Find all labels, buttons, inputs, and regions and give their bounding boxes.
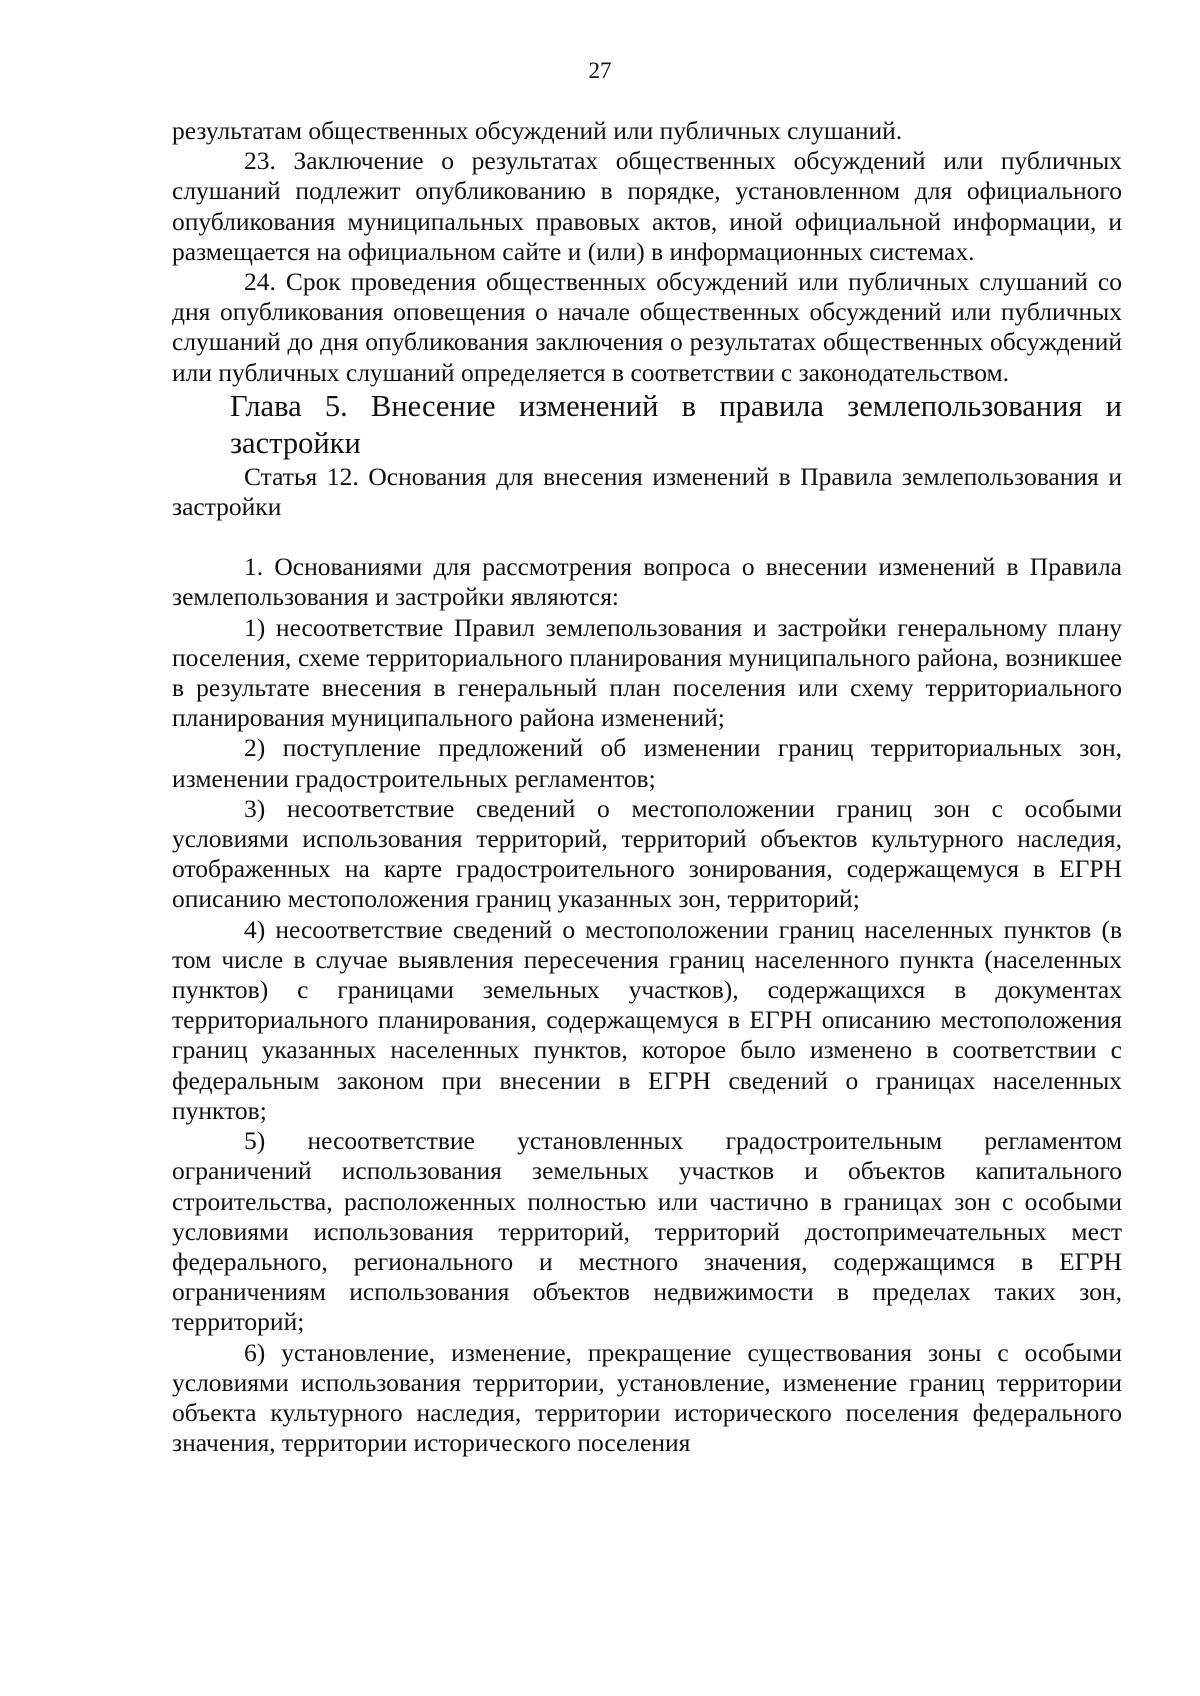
list-item-1: 1) несоответствие Правил землепользования и застройки генеральному плану поселения, схеме территориального планирования муниципального района, возникшее в результате внесения в генеральный план поселения или схему территориального планирования муниципального района изменений;	[172, 612, 1122, 733]
list-item-5: 5) несоответствие установленных градостроительным регламентом ограничений использования земельных участков и объектов капитального строительства, расположенных полностью или частично в границах зон с особыми условиями использования территорий, территорий достопримечательных мест федерального, регионального и местного значения, содержащимся в ЕГРН ограничениям использования объектов недвижимости в пределах таких зон, территорий;	[172, 1126, 1122, 1337]
list-item-3: 3) несоответствие сведений о местоположении границ зон с особыми условиями использования территорий, территорий объектов культурного наследия, отображенных на карте градостроительного зонирования, содержащемуся в ЕГРН описанию местоположения границ указанных зон, территорий;	[172, 793, 1122, 914]
paragraph-24: 24. Срок проведения общественных обсуждений или публичных слушаний со дня опубликования оповещения о начале общественных обсуждений или публичных слушаний до дня опубликования заключения о результатах общественных обсуждений или публичных слушаний определяется в соответствии с законодательством.	[172, 267, 1122, 387]
document-body	[172, 116, 1122, 1458]
list-item-6: 6) установление, изменение, прекращение существования зоны с особыми условиями использования территории, установление, изменение границ территории объекта культурного наследия, территории исторического поселения федерального значения, территории исторического поселения	[172, 1337, 1122, 1458]
list-item-4: 4) несоответствие сведений о местоположении границ населенных пунктов (в том числе в случае выявления пересечения границ населенного пункта (населенных пунктов) с границами земельных участков), содержащихся в документах территориального планирования, содержащемуся в ЕГРН описанию местоположения границ указанных населенных пунктов, которое было изменено в соответствии с федеральным законом при внесении в ЕГРН сведений о границах населенных пунктов;	[172, 914, 1122, 1125]
article-title: Статья 12. Основания для внесения изменений в Правила землепользования и застройки	[172, 461, 1122, 522]
list-item-2: 2) поступление предложений об изменении границ территориальных зон, изменении градостроительных регламентов;	[172, 733, 1122, 793]
page-number: 27	[588, 58, 612, 83]
paragraph-23: 23. Заключение о результатах общественных обсуждений или публичных слушаний подлежит опубликованию в порядке, установленном для официального опубликования муниципальных правовых актов, иной официальной информации, и размещается на официальном сайте и (или) в информационных системах.	[172, 146, 1122, 266]
paragraph-continuation: результатам общественных обсуждений или публичных слушаний.	[172, 116, 903, 145]
paragraph-1: 1. Основаниями для рассмотрения вопроса о внесении изменений в Правила землепользования и застройки являются:	[172, 552, 1122, 612]
chapter-title: Глава 5. Внесение изменений в правила землепользования и застройки	[230, 388, 1122, 460]
